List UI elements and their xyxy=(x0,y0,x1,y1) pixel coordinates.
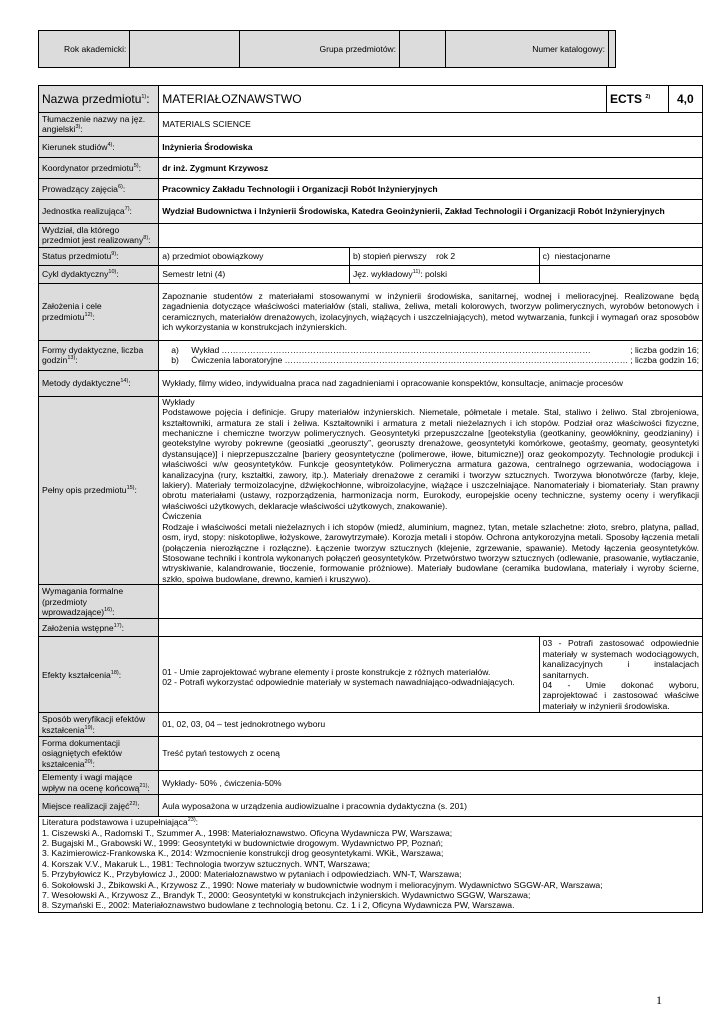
form-item-lab: b) Ćwiczenia laboratoryjne ………………………………………………………………………………………………………… ; liczba godzin 16; xyxy=(171,355,699,366)
literature-row xyxy=(39,817,703,913)
requirements-label: Wymagania formalne (przedmioty wprowadzające)$^{16)}$: xyxy=(39,585,159,619)
subject-group-label: Grupa przedmiotów: xyxy=(240,31,400,68)
status-row xyxy=(39,247,703,265)
faculty-row xyxy=(39,223,703,247)
literature-item: 1. Ciszewski A., Radomski T., Szummer A., 1998: Materiałoznawstwo. Oficyna Wydawnicza PW, Warszawa; xyxy=(42,827,453,838)
description-lecture-heading: Wykłady xyxy=(162,396,195,407)
syllabus-table xyxy=(38,85,703,913)
page-number: 1 xyxy=(656,993,662,1007)
catalog-number-label: Numer katalogowy: xyxy=(446,31,609,68)
goals-value: Zapoznanie studentów z materiałami stosowanymi w inżynierii środowiska, sanitarnej, wodnej i melioracyjnej. Realizowane będą zagadnienia dotyczące właściwości materiałów (stali, staliwa, żeliwa, metali kolorowych, tworzyw polimerycznych, wyrobów betonowych i ceramicznych, materiałów drenażowych, izolacyjnych, wiążących i uszczelniających), metod wytwarzania, funkcji i wymagań oraz sposobów ich wykorzystania w konstrukcjach inżynierskich. xyxy=(159,283,703,340)
unit-row xyxy=(39,199,703,223)
status-b: b) stopień pierwszy rok 2 xyxy=(349,247,539,265)
outcomes-label: Efekty kształcenia$^{18)}$: xyxy=(39,637,159,713)
description-exercise-heading: Ćwiczenia xyxy=(162,511,202,522)
language-extra xyxy=(539,265,702,283)
documentation-row xyxy=(39,737,703,771)
prerequisites-label: Założenia wstępne$^{17)}$: xyxy=(39,619,159,637)
field-row xyxy=(39,136,703,157)
methods-value: Wykłady, filmy wideo, indywidualna praca nad zagadnieniami i opracowanie konspektów, konsultacje, animacje procesów xyxy=(159,370,703,396)
outcomes-row xyxy=(39,637,703,713)
literature-heading: Literatura podstawowa i uzupełniająca$^{23)}$: xyxy=(42,817,199,828)
status-label: Status przedmiotu$^{9)}$: xyxy=(39,247,159,265)
teachers-label: Prowadzący zajęcia$^{6)}$: xyxy=(39,178,159,199)
prerequisites-row xyxy=(39,619,703,637)
cycle-row xyxy=(39,265,703,283)
subject-group-value[interactable] xyxy=(400,31,446,68)
place-value: Aula wyposażona w urządzenia audiowizualne i pracownia dydaktyczna (s. 201) xyxy=(159,795,703,817)
faculty-label: Wydział, dla którego przedmiot jest realizowany$^{8)}$: xyxy=(39,223,159,247)
academic-year-label: Rok akademicki: xyxy=(39,31,130,68)
prerequisites-value xyxy=(159,619,703,637)
cycle-value: Semestr letni (4) xyxy=(159,265,350,283)
literature-item: 2. Bugajski M., Grabowski W., 1999: Geosyntetyki w budownictwie drogowym. Wydawnictwo PP, Poznań; xyxy=(42,838,443,849)
description-value xyxy=(159,396,703,584)
methods-row xyxy=(39,370,703,396)
ects-value: 4,0 xyxy=(668,86,702,113)
status-c: c) niestacjonarne xyxy=(539,247,702,265)
literature-item: 8. Szymański E., 2002: Materiałoznawstwo budowlane z technologią betonu. Cz. 1 i 2, Oficyna Wydawnicza PW, Warszawa. xyxy=(42,900,515,911)
status-a: a) przedmiot obowiązkowy xyxy=(159,247,350,265)
coordinator-row xyxy=(39,157,703,178)
literature-item: 7. Wesołowski A., Krzywosz Z., Brandyk T., 2000: Geosyntetyki w konstrukcjach inżynierskich. Wydawnictwo SGGW, Warszawa; xyxy=(42,890,531,901)
catalog-number-value[interactable] xyxy=(609,31,616,68)
verification-label: Sposób weryfikacji efektów kształcenia$^{19)}$: xyxy=(39,713,159,737)
language-label: Jęz. wykładowy$^{11)}$: polski xyxy=(349,265,539,283)
requirements-row xyxy=(39,585,703,619)
verification-value: 01, 02, 03, 04 – test jednokrotnego wyboru xyxy=(159,713,703,737)
teachers-value: Pracownicy Zakładu Technologii i Organizacji Robót Inżynieryjnych xyxy=(159,178,703,199)
grading-value: Wykłady- 50% , ćwiczenia-50% xyxy=(159,771,703,795)
outcomes-left: 01 - Umie zaprojektować wybrane elementy i proste konstrukcje z różnych materiałów. 02 - Potrafi wykorzystać odpowiednie materiały w systemach nawadniająco-odwadniających. xyxy=(159,637,539,713)
field-value: Inżynieria Środowiska xyxy=(159,136,703,157)
description-lecture: Podstawowe pojęcia i definicje. Grupy materiałów inżynierskich. Niemetale, półmetale i metale. Stal, staliwo i żeliwo. Stal zbrojeniowa, kształtowniki, armatura ze stali i żeliwa. Kształtowniki i armatura z metali nieżelaznych i ich stopów. Podział oraz właściwości fizyczne, mechaniczne i chemiczne tworzyw polimerycznych. Geosyntetyki przepuszczalne [geotekstylia (geotkaniny, geowłókniny, geodzianiny) i geotekstylne wyroby pokrewne (geosiatki „georuszty”, georuszty drenażowe, geosyntetyki komórkowe, geotaśmy, geomaty, geosyntetyki dystansujące)] i nieprzepuszczalne [bariery geosyntetyczne (polimerowe, iłowe, bitumiczne)] oraz geokompozyty. Technologie produkcji i właściwości w/w geosyntetyków. Funkcje geosyntetyków. Polimeryczna armatura gazowa, centralnego ogrzewania, wodociągowa i kanalizacyjna (rury, kształtki, zawory, itp.). Materiały drenażowe z ceramiki i tworzyw sztucznych. Tworzywa błonotwórcze (farby, kleje, lakiery). Materiały termoizolacyjne, dźwiękochłonne, wibroizolacyjne, wiążące i uszczelniające. Nanomateriały i biomateriały. Stan prawny obrotu materiałami (ustawy, rozporządzenia, harmonizacja norm, Eurokody, europejskie oceny techniczne, systemy oceny i weryfikacji właściwości użytkowych, deklaracje właściwości użytkowych, znakowanie). xyxy=(162,407,699,511)
literature-item: 6. Sokołowski J., Żbikowski A., Krzywosz Z., 1990: Nowe materiały w budownictwie wodnym i melioracyjnym. Wydawnictwo SGGW-AR, Warszawa; xyxy=(42,879,603,890)
course-name-label: Nazwa przedmiotu$^{1)}$: xyxy=(39,86,159,113)
forms-label: Formy dydaktyczne, liczba godzin$^{13)}$: xyxy=(39,340,159,370)
grading-label: Elementy i wagi mające wpływ na ocenę końcową$^{21)}$: xyxy=(39,771,159,795)
documentation-value: Treść pytań testowych z oceną xyxy=(159,737,703,771)
academic-year-value[interactable] xyxy=(130,31,240,68)
forms-row xyxy=(39,340,703,370)
documentation-label: Forma dokumentacji osiągniętych efektów kształcenia$^{20)}$: xyxy=(39,737,159,771)
literature-item: 4. Korszak V.V., Makaruk L., 1981: Technologia tworzyw sztucznych. WNT, Warszawa; xyxy=(42,858,370,869)
course-name-row xyxy=(39,86,703,113)
course-name: MATERIAŁOZNAWSTWO xyxy=(159,86,607,113)
coordinator-value: dr inż. Zygmunt Krzywosz xyxy=(159,157,703,178)
unit-label: Jednostka realizująca$^{7)}$: xyxy=(39,199,159,223)
methods-label: Metody dydaktyczne$^{14)}$: xyxy=(39,370,159,396)
literature-item: 3. Kazimierowicz-Frankowska K., 2014: Wzmocnienie konstrukcji drog geosyntetykami. WKiŁ, Warszawa; xyxy=(42,848,444,859)
description-exercise: Rodzaje i właściwości metali nieżelaznych i ich stopów (miedź, aluminium, magnez, tytan, metale szlachetne: złoto, srebro, platyna, pallad, osm, iryd, stopy: niskotopliwe, łożyskowe, żarowytrzymałe). Korozja metali i stopów. Ochrona antykorozyjna metali. Sposoby łączenia metali (połączenia nierozłączne i rozłączne). Łączenie tworzyw sztucznych (klejenie, zgrzewanie, spawanie). Metody łączenia geosyntetyków. Stosowane techniki i kontrola wykonanych połączeń geosyntetyków. Przetwórstwo tworzyw sztucznych (odlewanie, prasowanie, wytłaczanie, wtryskiwanie, kalandrowanie, tłoczenie, formowanie próżniowe). Materiały budowlane (ceramika budowlana, materiały i wyroby ścierne, szkło, spoiwa budowlane, drewno, kamień i kruszywo). xyxy=(162,521,699,584)
goals-row xyxy=(39,283,703,340)
place-row xyxy=(39,795,703,817)
description-label: Pełny opis przedmiotu$^{15)}$: xyxy=(39,396,159,584)
description-row xyxy=(39,396,703,584)
coordinator-label: Koordynator przedmiotu$^{5)}$: xyxy=(39,157,159,178)
unit-value: Wydział Budownictwa i Inżynierii Środowiska, Katedra Geoinżynierii, Zakład Technologii i Organizacji Robót Inżynieryjnych xyxy=(159,199,703,223)
literature-cell xyxy=(39,817,703,913)
header-table xyxy=(38,30,616,68)
goals-label: Założenia i cele przedmiotu$^{12)}$: xyxy=(39,283,159,340)
requirements-value xyxy=(159,585,703,619)
place-label: Miejsce realizacji zajęć$^{22)}$: xyxy=(39,795,159,817)
faculty-value xyxy=(159,223,703,247)
ects-label: ECTS $^{2)}$ xyxy=(607,86,669,113)
field-label: Kierunek studiów$^{4)}$: xyxy=(39,136,159,157)
translation-label: Tłumaczenie nazwy na jęz. angielski$^{3)}$: xyxy=(39,113,159,137)
translation-value: MATERIALS SCIENCE xyxy=(159,113,703,137)
forms-value xyxy=(159,340,703,370)
cycle-label: Cykl dydaktyczny$^{10)}$: xyxy=(39,265,159,283)
outcomes-right: 03 - Potrafi zastosować odpowiednie materiały w systemach wodociągowych, kanalizacyjnych i instalacjach sanitarnych. 04 - Umie dokonać wyboru, zaprojektować i zastosować właściwe materiały w inżynierii środowiska. xyxy=(539,637,702,713)
translation-row xyxy=(39,113,703,137)
form-item-lecture: a) Wykład ………………………………………………………………………………………………………………… ; liczba godzin 16; xyxy=(171,344,699,355)
verification-row xyxy=(39,713,703,737)
grading-row xyxy=(39,771,703,795)
literature-item: 5. Przybyłowicz K., Przybyłowicz J., 2000: Materiałoznawstwo w pytaniach i odpowiedziach. WN-T, Warszawa; xyxy=(42,869,462,880)
teachers-row xyxy=(39,178,703,199)
